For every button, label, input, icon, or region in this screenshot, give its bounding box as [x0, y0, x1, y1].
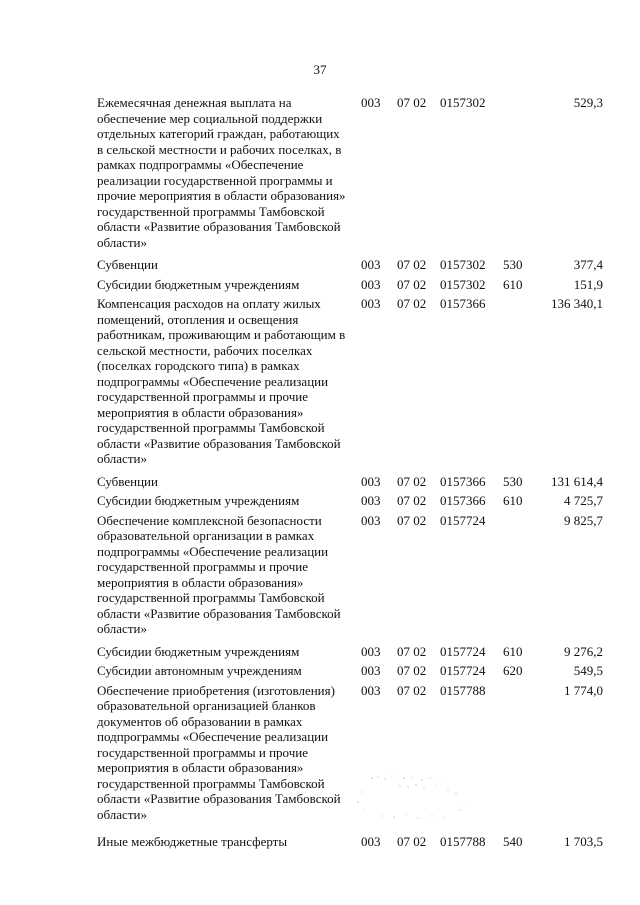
row-amount: 549,5: [573, 663, 603, 678]
row-name: Субсидии бюджетным учреждениям: [97, 493, 300, 508]
row-section: 07 02: [397, 95, 427, 110]
row-section: 07 02: [397, 834, 427, 849]
row-name: Ежемесячная денежная выплата на обеспечение мер социальной поддержки отдельных категорий граждан, работающих в сельской местности и рабочих поселках, в рамках подпрограммы «Обеспечение реализации государственной программы и прочие мероприятия в области образования» государственной программы Тамбовской области «Развитие образования Тамбовской области»: [97, 95, 346, 250]
row-amount: 4 725,7: [564, 493, 603, 508]
page-number: 37: [313, 62, 327, 77]
row-section: 07 02: [397, 257, 427, 272]
row-section: 07 02: [397, 276, 427, 292]
row-vr: 610: [503, 276, 523, 292]
row-csr: 0157724: [440, 663, 486, 678]
row-ved: 003: [361, 663, 381, 678]
row-csr: 0157302: [440, 257, 486, 272]
row-name: Субвенции: [97, 473, 158, 489]
row-csr: 0157366: [440, 296, 486, 311]
row-name: Обеспечение приобретения (изготовления) образовательной организацией бланков документов об образовании в рамках подпрограммы «Обеспечение реализации государственной программы и прочие мероприятия в области образования» государственной программы Тамбовской области «Развитие образования Тамбовской области»: [97, 682, 341, 822]
table-row: [0, 296, 640, 467]
row-name: Компенсация расходов на оплату жилых помещений, отопления и освещения работникам, проживающим и работающим в сельской местности, рабочих поселках (поселках городского типа) в рамках подпрограммы «Обеспечение реализации государственной программы и прочие мероприятия в области образования» государственной программы Тамбовской области «Развитие образования Тамбовской области»: [97, 296, 346, 466]
row-csr: 0157302: [440, 276, 486, 292]
row-amount: 529,3: [573, 95, 603, 110]
row-csr: 0157788: [440, 682, 486, 698]
row-vr: 610: [503, 643, 523, 659]
row-csr: 0157366: [440, 493, 486, 508]
table-row: [0, 663, 640, 679]
row-name: Субвенции: [97, 257, 158, 272]
row-vr: 540: [503, 834, 523, 849]
table-row: [0, 834, 640, 850]
row-ved: 003: [361, 296, 381, 311]
budget-table: [0, 95, 640, 850]
row-section: 07 02: [397, 473, 427, 489]
row-amount: 131 614,4: [551, 473, 603, 489]
row-section: 07 02: [397, 512, 427, 528]
row-ved: 003: [361, 682, 381, 698]
table-row: [0, 474, 640, 490]
row-amount: 9 276,2: [564, 643, 603, 659]
row-ved: 003: [361, 257, 381, 272]
table-row: [0, 257, 640, 273]
table-row: [0, 95, 640, 250]
row-csr: 0157788: [440, 834, 486, 849]
table-row: [0, 277, 640, 293]
row-csr: 0157302: [440, 95, 486, 110]
row-ved: 003: [361, 834, 381, 849]
row-amount: 1 703,5: [564, 834, 603, 849]
table-row: [0, 683, 640, 823]
row-section: 07 02: [397, 682, 427, 698]
row-vr: 530: [503, 473, 523, 489]
row-name: Обеспечение комплексной безопасности образовательной организации в рамках подпрограммы «Обеспечение реализации государственной программы и прочие мероприятия в области образования» государственной программы Тамбовской области «Развитие образования Тамбовской области»: [97, 512, 341, 636]
row-section: 07 02: [397, 663, 427, 678]
row-amount: 9 825,7: [564, 512, 603, 528]
row-name: Субсидии автономным учреждениям: [97, 663, 302, 678]
row-vr: 620: [503, 663, 523, 678]
row-section: 07 02: [397, 643, 427, 659]
row-csr: 0157724: [440, 512, 486, 528]
row-csr: 0157724: [440, 643, 486, 659]
row-amount: 151,9: [573, 276, 603, 292]
row-ved: 003: [361, 512, 381, 528]
row-ved: 003: [361, 276, 381, 292]
row-name: Субсидии бюджетным учреждениям: [97, 276, 300, 292]
row-ved: 003: [361, 95, 381, 110]
row-ved: 003: [361, 473, 381, 489]
table-row: [0, 493, 640, 509]
row-ved: 003: [361, 643, 381, 659]
row-section: 07 02: [397, 493, 427, 508]
table-row: [0, 644, 640, 660]
row-amount: 136 340,1: [551, 296, 603, 311]
table-row: [0, 513, 640, 637]
row-amount: 377,4: [573, 257, 603, 272]
row-amount: 1 774,0: [564, 682, 603, 698]
row-vr: 610: [503, 493, 523, 508]
row-ved: 003: [361, 493, 381, 508]
row-name: Субсидии бюджетным учреждениям: [97, 643, 300, 659]
row-name: Иные межбюджетные трансферты: [97, 834, 288, 849]
row-csr: 0157366: [440, 473, 486, 489]
row-vr: 530: [503, 257, 523, 272]
row-section: 07 02: [397, 296, 427, 311]
